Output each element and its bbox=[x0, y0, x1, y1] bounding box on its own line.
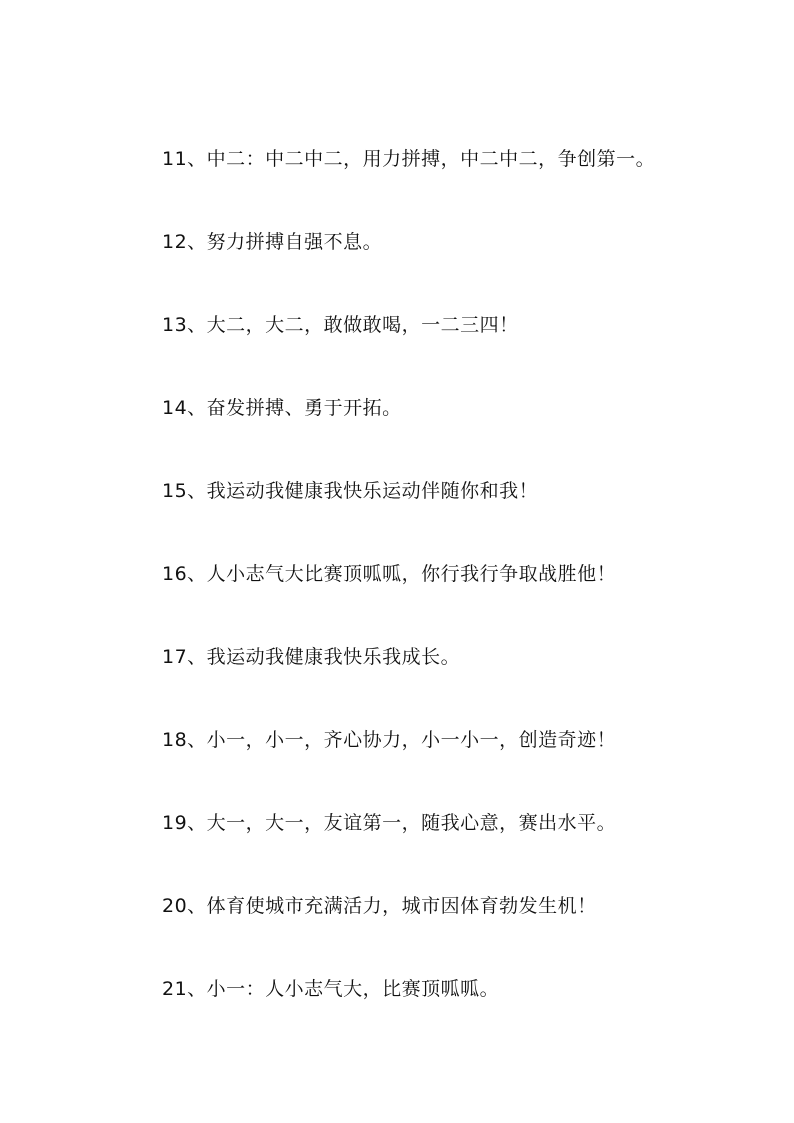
slogan-line-19: 19、大一，大一，友谊第一，随我心意，赛出水平。 bbox=[162, 812, 617, 834]
slogan-line-18: 18、小一，小一，齐心协力，小一小一，创造奇迹！ bbox=[162, 729, 617, 751]
slogan-line-15: 15、我运动我健康我快乐运动伴随你和我！ bbox=[162, 480, 539, 502]
slogan-line-16: 16、人小志气大比赛顶呱呱，你行我行争取战胜他！ bbox=[162, 563, 617, 585]
slogan-line-17: 17、我运动我健康我快乐我成长。 bbox=[162, 646, 461, 668]
slogan-line-21: 21、小一：人小志气大，比赛顶呱呱。 bbox=[162, 978, 500, 1000]
slogan-line-13: 13、大二，大二，敢做敢喝，一二三四！ bbox=[162, 314, 519, 336]
slogan-line-12: 12、努力拼搏自强不息。 bbox=[162, 231, 383, 253]
slogan-line-20: 20、体育使城市充满活力，城市因体育勃发生机！ bbox=[162, 895, 597, 917]
slogan-line-11: 11、中二：中二中二，用力拼搏，中二中二，争创第一。 bbox=[162, 148, 656, 170]
slogan-list bbox=[162, 146, 762, 1059]
slogan-line-14: 14、奋发拼搏、勇于开拓。 bbox=[162, 397, 402, 419]
